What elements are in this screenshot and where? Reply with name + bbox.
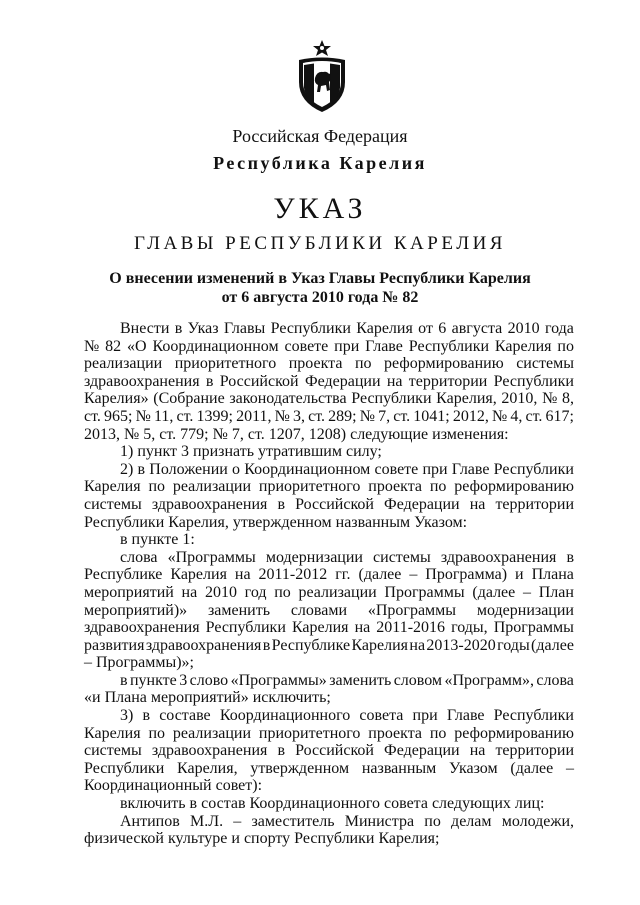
body-line <box>84 496 574 514</box>
body-word: слово <box>189 671 229 689</box>
body-word: Карелия, <box>177 759 238 777</box>
body-word: в <box>174 320 183 337</box>
body-word: 2) <box>120 460 134 478</box>
body-word: на <box>469 495 486 513</box>
body-word: 2010, <box>501 390 538 408</box>
body-word: Федерации <box>384 742 460 760</box>
body-word: словом <box>393 671 443 689</box>
document-body <box>84 320 574 848</box>
body-line <box>84 813 574 831</box>
body-word: ст. <box>176 407 194 425</box>
body-word: по <box>429 478 447 496</box>
body-word: 617; <box>545 407 574 425</box>
body-line <box>84 461 574 479</box>
body-word: совета <box>359 707 404 725</box>
body-word: реформированию <box>454 724 574 742</box>
body-word: «Программы <box>167 548 256 566</box>
body-word: Карелия <box>84 724 141 742</box>
body-word: модернизации <box>476 601 574 619</box>
body-word: Программы <box>493 619 574 637</box>
body-word: 2011-2012 <box>258 566 328 584</box>
body-word: приоритетного <box>258 478 361 496</box>
body-word: реализации <box>298 583 377 601</box>
body-word: «Программы» <box>230 671 327 689</box>
body-word: М.Л. <box>190 812 224 830</box>
body-word: (далее <box>531 636 574 654</box>
body-word: на <box>469 742 486 760</box>
body-word: 2012, <box>452 407 489 425</box>
body-line <box>84 584 574 602</box>
body-line <box>84 408 574 426</box>
body-word: от <box>418 320 433 337</box>
body-word: ст. <box>84 407 101 425</box>
body-word: мероприятий)» <box>84 601 188 619</box>
body-word: Программы <box>384 583 465 601</box>
body-word: Республике <box>271 636 351 654</box>
body-word: системы <box>373 548 431 566</box>
body-line: – Программы)»; <box>84 654 194 672</box>
body-word: заменить <box>207 601 271 619</box>
body-line <box>84 355 574 373</box>
body-word: слова <box>120 548 158 566</box>
body-word: августа <box>451 320 503 337</box>
body-word: Положении <box>149 460 228 478</box>
body-line: Координационный совет): <box>84 777 263 795</box>
body-word: Республики <box>493 460 574 478</box>
body-word: Российской <box>295 495 374 513</box>
body-line: 2013, № 5, ст. 779; № 7, ст. 1207, 1208) следующие изменения: <box>84 425 509 443</box>
body-word: проекта <box>288 355 343 373</box>
body-word: на <box>234 566 251 584</box>
body-word: здравоохранения <box>440 548 557 566</box>
body-line: физической культуре и спорту Республики Карелия; <box>84 830 440 848</box>
body-word: по <box>354 355 372 373</box>
body-word: в <box>142 707 151 725</box>
body-word: годы <box>497 636 530 654</box>
body-word: 11, <box>153 407 174 425</box>
body-word: Внести <box>120 320 170 337</box>
body-word: реализации <box>172 724 252 742</box>
body-word: 3, <box>293 407 306 425</box>
body-word: по <box>557 337 574 355</box>
body-word: территории <box>495 742 574 760</box>
body-word: Координационного <box>219 707 351 725</box>
body-word: Республики <box>351 390 432 408</box>
body-word: Российской <box>219 372 299 390</box>
body-word: Республики <box>84 759 165 777</box>
body-word: в <box>137 460 146 478</box>
body-word: системы <box>84 742 142 760</box>
body-word: Координационном <box>152 337 279 355</box>
body-line <box>84 760 574 778</box>
republic-name: Республика Карелия <box>213 153 427 173</box>
body-word: о <box>232 460 241 478</box>
body-word: 1399; <box>196 407 233 425</box>
body-word: на <box>181 583 198 601</box>
body-word: проекта <box>368 724 422 742</box>
body-word: проекта <box>368 478 422 496</box>
body-word: Антипов <box>120 812 180 830</box>
body-word: ст. <box>308 407 326 425</box>
body-line <box>84 619 574 637</box>
body-word: гг. <box>335 566 351 584</box>
body-word: 82 <box>105 337 122 355</box>
body-word: Карелия <box>351 636 409 654</box>
body-word: в <box>277 495 286 513</box>
body-word: Республики <box>493 372 574 390</box>
body-word: заместитель <box>251 812 335 830</box>
body-word: по <box>274 583 291 601</box>
body-word: Карелия <box>291 619 349 637</box>
body-word: по <box>424 812 441 830</box>
body-word: слова <box>536 671 574 689</box>
body-word: здравоохранения <box>84 619 200 637</box>
body-word: реформированию <box>454 478 574 496</box>
body-line <box>84 390 574 408</box>
body-word: № <box>491 407 508 425</box>
body-word: на <box>386 372 403 390</box>
country-name: Российская Федерация <box>232 126 408 146</box>
body-word: 2010 <box>507 320 540 337</box>
document-title-line-1: О внесении изменений в Указ Главы Республики Карелия <box>109 270 531 287</box>
body-word: здравоохранения <box>145 636 262 654</box>
body-word: (далее <box>510 759 554 777</box>
body-word: 4, <box>510 407 523 425</box>
body-line <box>84 338 574 356</box>
body-word: Республике <box>84 566 163 584</box>
body-word: развития <box>84 636 145 654</box>
body-word: Республики <box>205 619 286 637</box>
body-word: Карелия <box>356 320 413 337</box>
body-line <box>84 637 574 655</box>
body-word: пункте <box>129 671 177 689</box>
body-word: Республики <box>270 320 351 337</box>
body-word: № <box>274 407 290 425</box>
issuer-title: ГЛАВЫ РЕСПУБЛИКИ КАРЕЛИЯ <box>134 233 506 254</box>
body-word: 1041; <box>413 407 450 425</box>
body-word: системы <box>516 355 574 373</box>
body-word: Карелия, <box>436 390 497 408</box>
body-word: при <box>422 460 448 478</box>
body-word: Координационном <box>244 460 371 478</box>
body-line <box>84 549 574 567</box>
body-word: на <box>354 619 371 637</box>
body-word: Федерации <box>384 495 460 513</box>
body-word: реформированию <box>384 355 504 373</box>
body-word: в <box>205 372 214 390</box>
body-word: законодательства <box>229 390 347 408</box>
body-word: 2010 <box>204 583 237 601</box>
body-word: (далее <box>472 583 516 601</box>
body-line: «и Плана мероприятий» исключить; <box>84 689 331 707</box>
body-word: 3) <box>120 707 134 725</box>
body-word: модернизации <box>265 548 363 566</box>
body-word: территории <box>495 495 574 513</box>
body-word: Главе <box>451 460 490 478</box>
body-word: по <box>148 724 165 742</box>
body-word: № <box>542 390 558 408</box>
body-line: 1) пункт 3 признать утратившим силу; <box>120 443 382 461</box>
body-word: Карелия <box>494 337 552 355</box>
body-word: словами <box>290 601 348 619</box>
body-line <box>84 478 574 496</box>
body-word: здравоохранения <box>151 495 268 513</box>
body-word: Республики <box>408 337 490 355</box>
body-word: Плана <box>531 566 574 584</box>
body-word: Карелия <box>84 478 141 496</box>
body-word: здравоохранения <box>84 372 200 390</box>
body-word: совете <box>374 460 419 478</box>
body-word: делам <box>451 812 492 830</box>
body-word: по <box>429 724 447 742</box>
body-word: «О <box>127 337 147 355</box>
body-word: молодежи, <box>501 812 574 830</box>
body-word: по <box>148 478 165 496</box>
body-word: и <box>515 566 524 584</box>
body-word: Главе <box>446 707 485 725</box>
body-word: составе <box>159 707 211 725</box>
body-word: реализации <box>84 355 163 373</box>
body-word: года <box>544 320 574 337</box>
body-word: годы, <box>451 619 488 637</box>
body-word: в <box>566 548 574 566</box>
body-word: Главы <box>223 320 266 337</box>
body-word: на <box>409 636 426 654</box>
body-word: – <box>522 583 531 601</box>
body-word: заменить <box>329 671 392 689</box>
body-word: Указ <box>187 320 219 337</box>
body-line <box>84 320 574 338</box>
body-word: Главе <box>365 337 403 355</box>
body-line <box>84 566 574 584</box>
body-word: здравоохранения <box>151 742 268 760</box>
body-line: включить в состав Координационного совета следующих лиц: <box>120 795 545 813</box>
body-line: Республики Карелия, утвержденном названным Указом: <box>84 513 468 531</box>
body-word: Российской <box>295 742 374 760</box>
body-word: 2011, <box>236 407 272 425</box>
body-line <box>84 707 574 725</box>
body-line <box>84 725 574 743</box>
body-word: ст. <box>525 407 543 425</box>
body-line <box>84 742 574 760</box>
body-word: приоритетного <box>174 355 277 373</box>
body-word: Программа) <box>425 566 508 584</box>
body-word: Федерации <box>304 372 381 390</box>
body-word: 289; <box>328 407 357 425</box>
body-word: Министра <box>344 812 415 830</box>
body-word: утвержденном <box>250 759 350 777</box>
body-word: № <box>84 337 100 355</box>
body-word: реализации <box>172 478 252 496</box>
body-word: (далее <box>358 566 402 584</box>
body-word: названным <box>361 759 437 777</box>
body-word: 6 <box>438 320 447 337</box>
body-word: 2013-2020 <box>426 636 496 654</box>
body-word: при <box>412 707 438 725</box>
body-word: № <box>135 407 151 425</box>
body-word: при <box>334 337 360 355</box>
body-word: в <box>262 636 271 654</box>
body-word: в <box>120 671 128 689</box>
body-word: (Собрание <box>153 390 225 408</box>
body-word: системы <box>84 495 142 513</box>
body-word: приоритетного <box>258 724 361 742</box>
body-word: № <box>359 407 376 425</box>
body-word: 7, <box>378 407 391 425</box>
body-line: в пункте 1: <box>120 531 195 549</box>
body-word: совете <box>284 337 329 355</box>
body-word: – <box>409 566 418 584</box>
body-word: Указом <box>449 759 498 777</box>
coat-of-arms-icon <box>291 38 353 114</box>
body-word: 3 <box>179 671 188 689</box>
body-word: 965; <box>104 407 133 425</box>
body-word: «Программ», <box>444 671 534 689</box>
body-line <box>84 672 574 690</box>
body-word: территории <box>408 372 488 390</box>
body-word: – <box>233 812 242 830</box>
body-word: 8, <box>561 390 574 408</box>
body-word: «Программы <box>367 601 457 619</box>
body-word: План <box>538 583 574 601</box>
body-line <box>84 602 574 620</box>
body-word: 2011-2016 <box>376 619 446 637</box>
body-word: Республики <box>493 707 574 725</box>
body-word: в <box>277 742 286 760</box>
body-word: Карелия <box>170 566 227 584</box>
body-word: Карелия» <box>84 390 149 408</box>
body-word: мероприятий <box>84 583 174 601</box>
body-word: ст. <box>393 407 411 425</box>
document-type: УКАЗ <box>273 192 367 225</box>
body-word: год <box>244 583 267 601</box>
body-word: – <box>566 759 574 777</box>
body-line <box>84 373 574 391</box>
document-title-line-2: от 6 августа 2010 года № 82 <box>221 289 419 306</box>
